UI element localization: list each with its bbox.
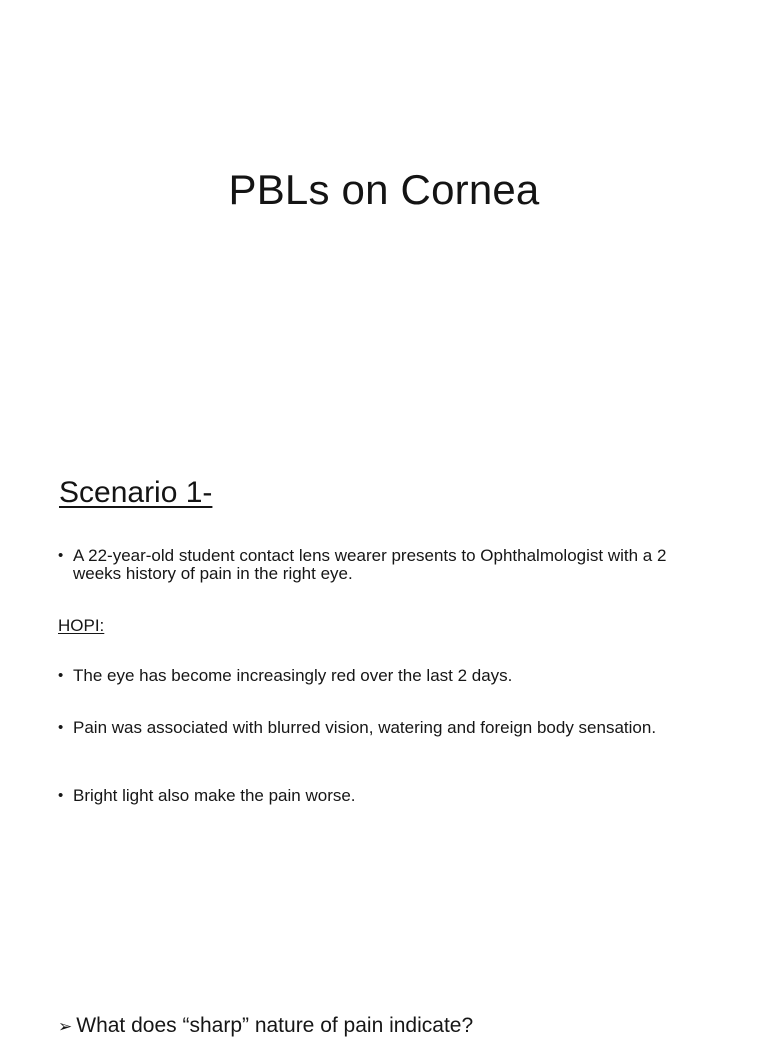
bullet-text: Pain was associated with blurred vision, watering and foreign body sensation.: [73, 718, 657, 737]
arrow-bullet-icon: ➢: [58, 1017, 73, 1036]
question-text: What does “sharp” nature of pain indicate?: [76, 1014, 474, 1037]
intro-bullet: [58, 547, 698, 583]
scenario-heading: Scenario 1-: [59, 476, 213, 509]
hopi-subheading: HOPI:: [58, 616, 105, 635]
hopi-bullet: [58, 667, 698, 685]
hopi-bullet: [58, 719, 698, 737]
slide-scenario-1: [0, 440, 768, 1037]
bullet-text: The eye has become increasingly red over the last 2 days.: [73, 666, 513, 685]
bullet-text: Bright light also make the pain worse.: [73, 786, 356, 805]
bullet-icon: •: [58, 719, 64, 736]
slide-title: PBLs on Cornea: [228, 166, 540, 213]
bullet-text: A 22-year-old student contact lens wearer presents to Ophthalmologist with a 2 weeks history of pain in the right eye.: [73, 546, 667, 583]
question-line: [58, 1014, 738, 1039]
hopi-bullet: [58, 787, 698, 805]
bullet-icon: •: [58, 787, 64, 804]
slide-title-page: [0, 0, 768, 440]
bullet-icon: •: [58, 547, 64, 564]
bullet-icon: •: [58, 667, 64, 684]
